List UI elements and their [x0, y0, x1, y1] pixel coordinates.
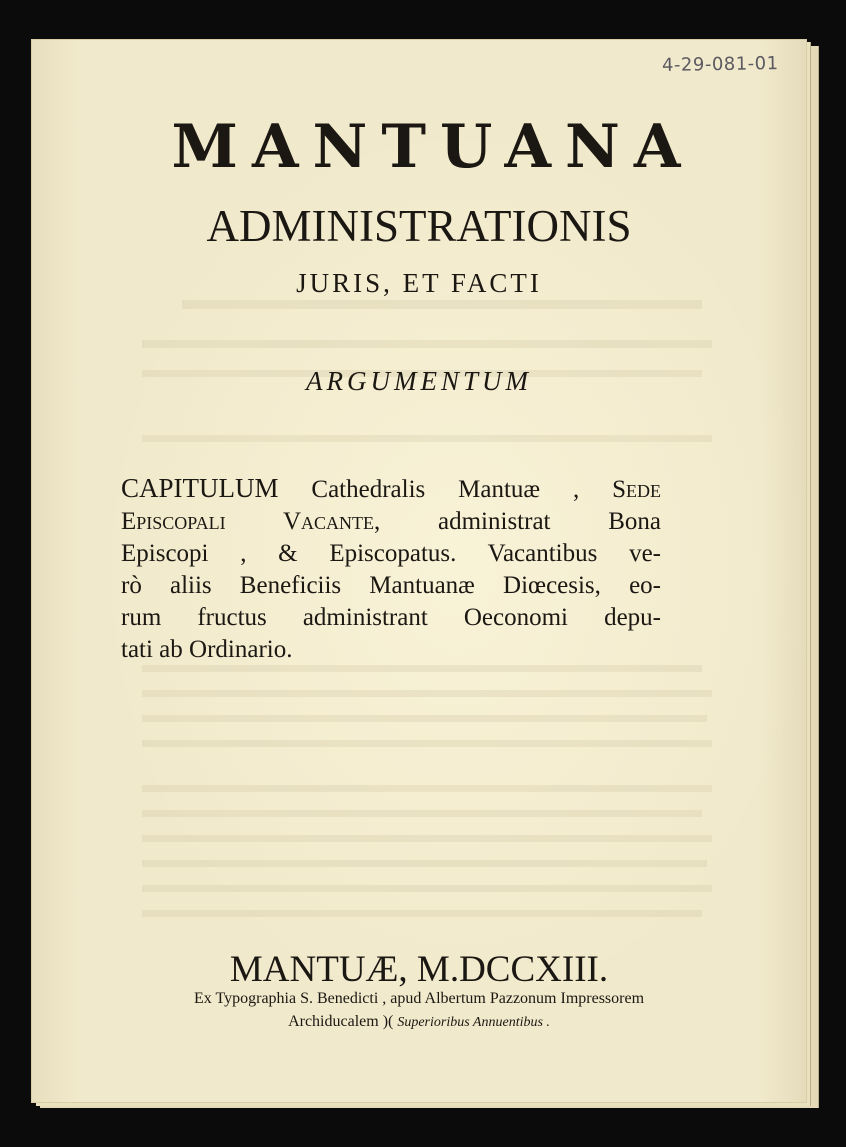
- imprint-superioribus: Superioribus Annuentibus .: [397, 1015, 550, 1030]
- imprint-permission: [32, 1013, 806, 1031]
- text-fragment: Sede: [612, 476, 662, 503]
- text-fragment: Cathedralis Mantuæ ,: [311, 476, 580, 503]
- text-line: Episcopi , & Episcopatus. Vacantibus ve-: [121, 540, 661, 567]
- text-line: rum fructus administrant Oeconomi depu-: [121, 604, 661, 631]
- text-line: rò aliis Beneficiis Mantuanæ Diœcesis, eo-: [121, 572, 661, 599]
- text-fragment: administrat Bona: [438, 508, 662, 535]
- title-page: [32, 40, 806, 1102]
- text-fragment: Episcopali Vacante,: [121, 508, 381, 535]
- archive-number: 4-29-081-01: [661, 52, 779, 77]
- text-line: tati ab Ordinario.: [121, 636, 293, 663]
- imprint-printer: Ex Typographia S. Benedicti , apud Albertum Pazzonum Impressorem: [193, 990, 645, 1007]
- imprint-archducal: Archiducalem: [288, 1013, 379, 1030]
- imprint-separator: )(: [382, 1013, 394, 1030]
- section-heading: ARGUMENTUM: [306, 366, 532, 396]
- text-line: [121, 472, 661, 506]
- text-line: [121, 506, 661, 538]
- imprint-place-year: MANTUÆ, M.DCCXIII.: [229, 949, 609, 990]
- page-title: MANTUANA: [171, 112, 695, 182]
- lead-word: CAPITULUM: [121, 473, 279, 503]
- argument-paragraph: [121, 472, 661, 666]
- subtitle-administrationis: ADMINISTRATIONIS: [206, 201, 632, 251]
- subtitle-juris-et-facti: JURIS, ET FACTI: [296, 268, 542, 298]
